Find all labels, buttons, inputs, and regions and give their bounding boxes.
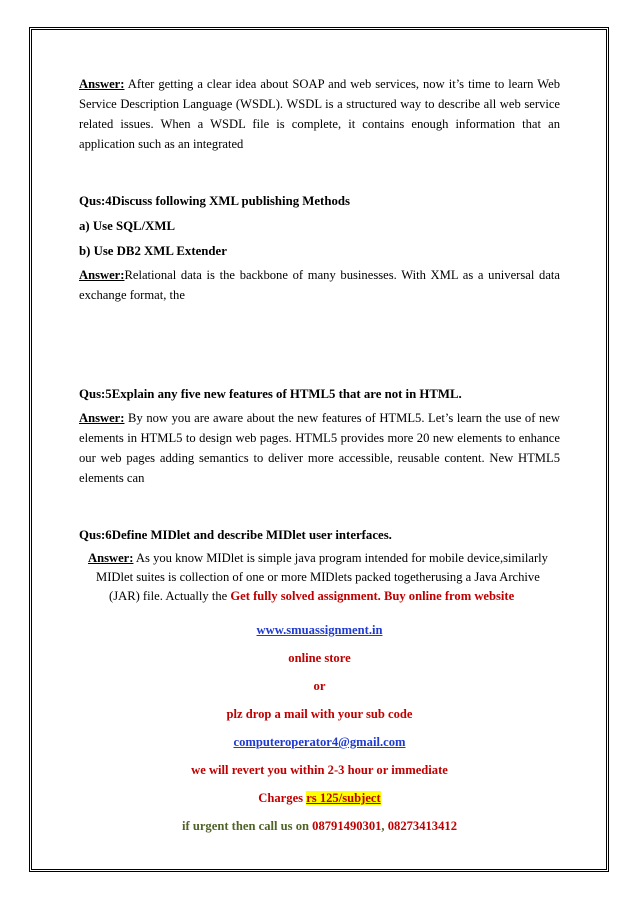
q4-answer-paragraph [79, 265, 560, 305]
q5-answer-label: Answer: [79, 411, 125, 425]
q6-answer-line1-text: As you know MIDlet is simple java program intended for mobile device,similarly [133, 551, 548, 565]
q4-answer-text: Relational data is the backbone of many businesses. With XML as a universal data exchange format, the [79, 268, 560, 302]
charges-value: rs 125/subject [306, 791, 381, 805]
q4-sub-b: b) Use DB2 XML Extender [79, 244, 227, 258]
q3-answer-label: Answer: [79, 77, 125, 91]
email-link[interactable]: computeroperator4@gmail.com [233, 735, 406, 749]
charges-label: Charges [258, 791, 307, 805]
q5-answer-text: By now you are aware about the new features of HTML5. Let’s learn the use of new elements in HTML5 to design web pages. HTML5 provides more 20 new elements to enhance our web pages adding semantics to deliver more accessible, reusable content. New HTML5 elements can [79, 411, 560, 485]
q6-answer-line3-text: (JAR) file. Actually the [109, 589, 231, 603]
website-link[interactable]: www.smuassignment.in [256, 623, 383, 637]
revert-text: we will revert you within 2-3 hour or immediate [191, 763, 448, 777]
phone-separator: , [381, 819, 388, 833]
q6-answer-line2: MIDlet suites is collection of one or more MIDlets packed togetherusing a Java Archive [96, 570, 540, 584]
q3-answer-paragraph [79, 74, 560, 154]
online-store-text: online store [288, 651, 351, 665]
charges-line [79, 784, 560, 812]
promo-headline: Get fully solved assignment. Buy online from website [230, 589, 515, 603]
q4-sub-a: a) Use SQL/XML [79, 219, 175, 233]
q5-answer-paragraph [79, 408, 560, 488]
urgent-label: if urgent then call us on [182, 819, 313, 833]
promo-block [79, 616, 560, 840]
q6-answer-line3 [109, 587, 560, 606]
q4-title: Qus:4Discuss following XML publishing Methods [79, 194, 350, 208]
document-content [79, 74, 560, 840]
q6-answer-line1 [88, 549, 560, 568]
phone-2: 08273413412 [387, 819, 457, 833]
q6-title: Qus:6Define MIDlet and describe MIDlet user interfaces. [79, 528, 392, 542]
urgent-line [79, 812, 560, 840]
q6-answer-label: Answer: [88, 551, 134, 565]
q4-answer-label: Answer: [79, 268, 125, 282]
q3-answer-text: After getting a clear idea about SOAP and web services, now it’s time to learn Web Service Description Language (WSDL). WSDL is a structured way to describe all web service related issues. When a WSDL file is complete, it contains enough information that an application such as an integrated [79, 77, 560, 151]
mail-prompt-text: plz drop a mail with your sub code [226, 707, 413, 721]
phone-1: 08791490301 [312, 819, 382, 833]
q5-title: Qus:5Explain any five new features of HTML5 that are not in HTML. [79, 387, 462, 401]
or-text: or [313, 679, 326, 693]
